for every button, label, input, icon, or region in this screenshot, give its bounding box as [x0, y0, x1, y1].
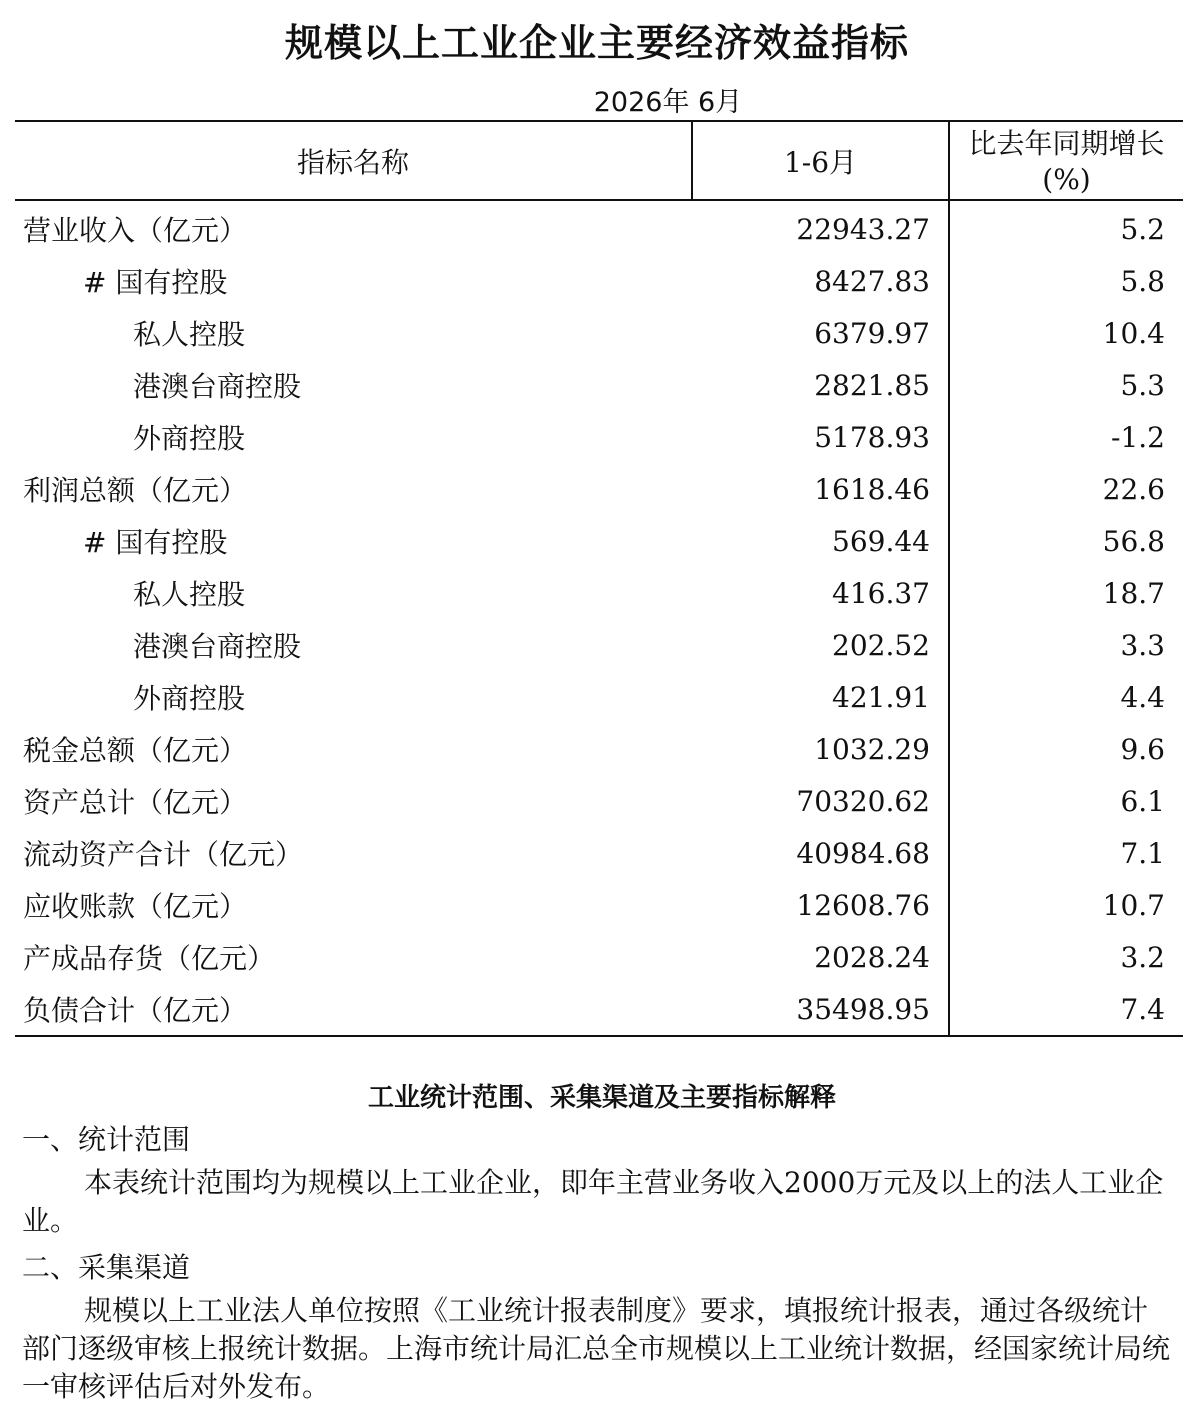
section2-text: 规模以上工业法人单位按照《工业统计报表制度》要求，填报统计报表，通过各级统计部门逐级审核上报统计数据。上海市统计局汇总全市规模以上工业统计数据，经国家统计局统一审核评估后对外发布。 — [22, 1294, 1171, 1403]
row-yoy-growth: 5.3 — [1120, 368, 1165, 402]
row-period-value: 416.37 — [692, 567, 949, 619]
row-period-value: 202.52 — [692, 619, 949, 671]
table-row — [15, 879, 1183, 931]
row-yoy-growth: 5.2 — [1120, 212, 1165, 246]
row-indicator-name: 流动资产合计（亿元） — [23, 838, 304, 871]
row-indicator-name: 港澳台商控股 — [133, 370, 302, 403]
row-yoy-growth: 10.7 — [1102, 888, 1165, 922]
row-period-value: 2821.85 — [692, 359, 949, 411]
row-indicator-name: 利润总额（亿元） — [23, 474, 248, 507]
row-yoy-growth: 3.3 — [1120, 628, 1165, 662]
row-period-value: 421.91 — [692, 671, 949, 723]
row-period-value: 6379.97 — [692, 307, 949, 359]
section1-heading: 一、统计范围 — [22, 1123, 191, 1156]
row-yoy-growth: 3.2 — [1120, 940, 1165, 974]
row-yoy-growth: -1.2 — [1111, 420, 1165, 454]
table-row — [15, 463, 1183, 515]
table-row — [15, 307, 1183, 359]
notes-title: 工业统计范围、采集渠道及主要指标解释 — [367, 1083, 836, 1113]
header-yoy-growth: 比去年同期增长(%) — [968, 126, 1165, 196]
table-row — [15, 200, 1183, 255]
row-indicator-name: 营业收入（亿元） — [23, 214, 248, 247]
row-yoy-growth: 9.6 — [1120, 732, 1165, 766]
section2-heading: 二、采集渠道 — [22, 1251, 191, 1284]
row-indicator-name: 资产总计（亿元） — [23, 786, 248, 819]
report-period: 2026年 6月 — [593, 87, 743, 118]
row-period-value: 569.44 — [692, 515, 949, 567]
row-indicator-name: 产成品存货（亿元） — [23, 942, 276, 975]
header-indicator-name: 指标名称 — [15, 121, 692, 200]
row-yoy-growth: 10.4 — [1102, 316, 1165, 350]
table-body — [15, 200, 1183, 1036]
section1-text: 本表统计范围均为规模以上工业企业，即年主营业务收入2000万元及以上的法人工业企业。 — [22, 1166, 1164, 1237]
row-indicator-name: 外商控股 — [133, 682, 246, 715]
table-row — [15, 567, 1183, 619]
table-row — [15, 411, 1183, 463]
table-row — [15, 359, 1183, 411]
indicators-table — [15, 120, 1183, 1037]
table-row — [15, 515, 1183, 567]
row-yoy-growth: 7.1 — [1120, 836, 1165, 870]
row-yoy-growth: 56.8 — [1102, 524, 1165, 558]
row-period-value: 12608.76 — [692, 879, 949, 931]
row-indicator-name: 税金总额（亿元） — [23, 734, 248, 767]
row-period-value: 35498.95 — [692, 983, 949, 1036]
row-indicator-name: 负债合计（亿元） — [23, 994, 248, 1027]
row-yoy-growth: 5.8 — [1120, 264, 1165, 298]
table-row — [15, 619, 1183, 671]
row-indicator-name: # 国有控股 — [83, 526, 228, 559]
table-row — [15, 723, 1183, 775]
table-row — [15, 255, 1183, 307]
page-title: 规模以上工业企业主要经济效益指标 — [284, 21, 909, 65]
table-header-row — [15, 121, 1183, 200]
row-period-value: 70320.62 — [692, 775, 949, 827]
row-yoy-growth: 6.1 — [1120, 784, 1165, 818]
row-period-value: 5178.93 — [692, 411, 949, 463]
notes-section — [22, 1078, 1172, 1414]
row-period-value: 1618.46 — [692, 463, 949, 515]
row-period-value: 8427.83 — [692, 255, 949, 307]
table-row — [15, 671, 1183, 723]
row-indicator-name: 外商控股 — [133, 422, 246, 455]
header-period-value: 1-6月 — [692, 121, 949, 200]
row-indicator-name: # 国有控股 — [83, 266, 228, 299]
row-indicator-name: 应收账款（亿元） — [23, 890, 248, 923]
row-period-value: 1032.29 — [692, 723, 949, 775]
table-row — [15, 983, 1183, 1036]
row-yoy-growth: 4.4 — [1120, 680, 1165, 714]
row-period-value: 2028.24 — [692, 931, 949, 983]
row-period-value: 22943.27 — [692, 200, 949, 255]
row-indicator-name: 港澳台商控股 — [133, 630, 302, 663]
indicators-table-container — [15, 120, 1179, 1037]
table-row — [15, 931, 1183, 983]
table-row — [15, 775, 1183, 827]
row-indicator-name: 私人控股 — [133, 578, 246, 611]
row-yoy-growth: 18.7 — [1102, 576, 1165, 610]
row-indicator-name: 私人控股 — [133, 318, 246, 351]
row-yoy-growth: 7.4 — [1120, 992, 1165, 1026]
row-period-value: 40984.68 — [692, 827, 949, 879]
table-row — [15, 827, 1183, 879]
row-yoy-growth: 22.6 — [1102, 472, 1165, 506]
